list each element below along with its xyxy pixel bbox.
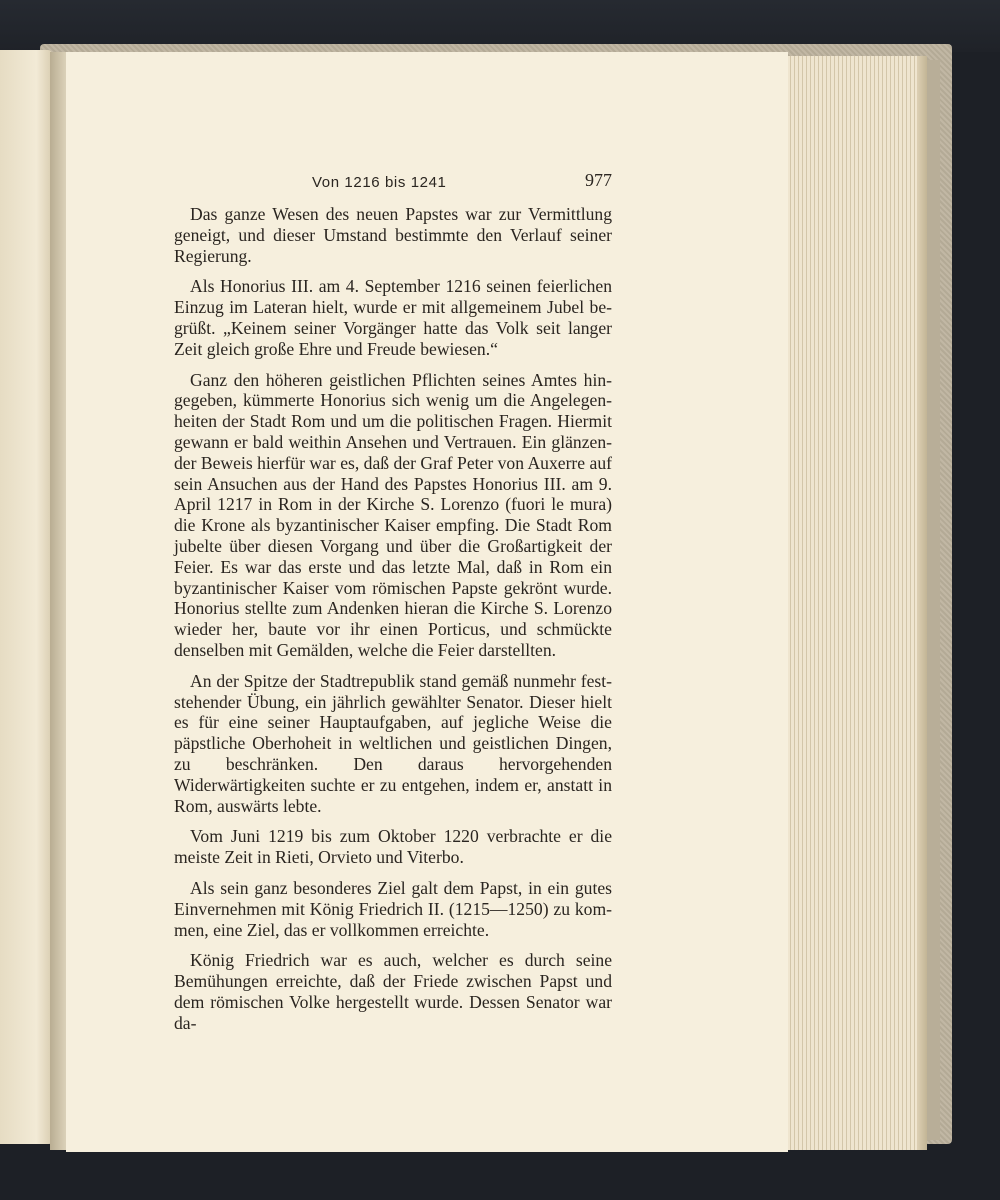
page-edges [786, 56, 927, 1150]
running-title: Von 1216 bis 1241 [312, 174, 447, 191]
paragraph: König Friedrich war es auch, welcher es durch seine Bemühungen erreichte, daß der Friede zwischen Papst und dem römischen Volke hergestellt wurde. Dessen Senator war da- [174, 950, 612, 1033]
page-number: 977 [585, 170, 612, 190]
body-text [174, 204, 612, 1043]
paragraph: Vom Juni 1219 bis zum Oktober 1220 verbrachte er die meiste Zeit in Rieti, Orvieto und Viterbo. [174, 826, 612, 868]
paragraph: Als Honorius III. am 4. September 1216 seinen feierlichen Einzug im Lateran hielt, wurde er mit allgemeinem Jubel begrüßt. „Keinem seiner Vorgänger hatte das Volk seit langer Zeit gleich große Ehre und Freude bewiesen.“ [174, 276, 612, 359]
left-page-edge [0, 50, 52, 1144]
page-header [174, 170, 612, 196]
paragraph: Ganz den höheren geistlichen Pflichten seines Amtes hingegeben, kümmerte Honorius sich wenig um die Angelegenheiten der Stadt Rom und um die politischen Fragen. Hiermit gewann er bald weithin Ansehen und Vertrauen. Ein glänzender Beweis hierfür war es, daß der Graf Peter von Auxerre auf sein Ansuchen aus der Hand des Papstes Honorius III. am 9. April 1217 in Rom in der Kirche S. Lorenzo (fuori le mura) die Krone als byzantinischer Kaiser empfing. Die Stadt Rom jubelte über diesen Vorgang und über die Großartigkeit der Feier. Es war das erste und das letzte Mal, daß in Rom ein byzantinischer Kaiser vom römischen Papste gekrönt wurde. Honorius stellte zum Andenken hieran die Kirche S. Lorenzo wieder her, baute vor ihr einen Porticus, und schmückte denselben mit Gemälden, welche die Feier darstellten. [174, 369, 612, 660]
paragraph: Als sein ganz besonderes Ziel galt dem Papst, in ein gutes Einvernehmen mit König Friedrich II. (1215—1250) zu kommen, eine Ziel, das er vollkommen erreichte. [174, 877, 612, 940]
paragraph: Das ganze Wesen des neuen Papstes war zur Vermittlung geneigt, und dieser Umstand bestimmte den Verlauf seiner Regierung. [174, 204, 612, 266]
paragraph: An der Spitze der Stadtrepublik stand gemäß nunmehr feststehender Übung, ein jährlich gewählter Senator. Dieser hielt es für eine seiner Hauptaufgaben, auf jegliche Weise die päpstliche Oberhoheit in weltlichen und geistlichen Dingen, zu beschränken. Den daraus hervorgehenden Widerwärtigkeiten suchte er zu entgehen, indem er, anstatt in Rom, auswärts lebte. [174, 670, 612, 816]
